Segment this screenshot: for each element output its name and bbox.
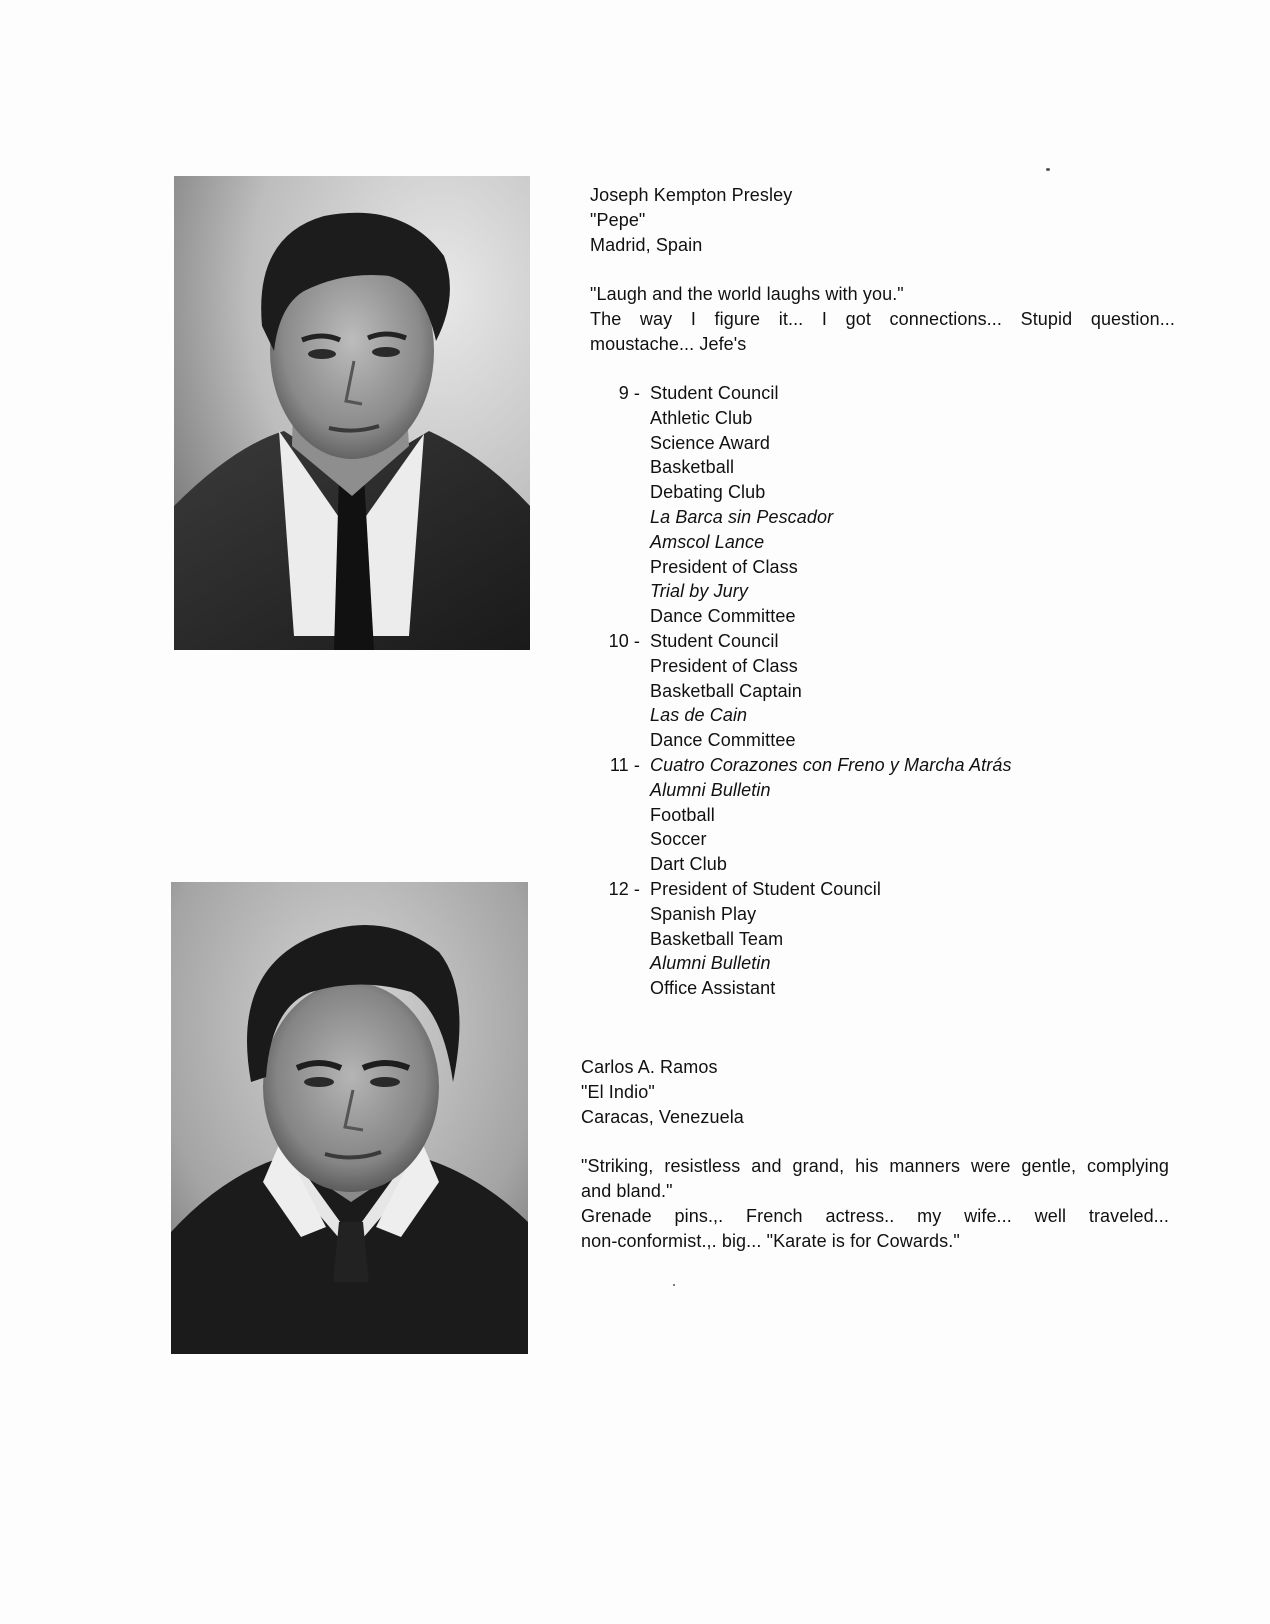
- activity-grade: [590, 654, 640, 679]
- activity-row: [590, 951, 1175, 976]
- activity-item: President of Class: [650, 655, 798, 676]
- student-quote-line-2: and bland.": [581, 1181, 673, 1201]
- activity-item: Soccer: [650, 829, 707, 850]
- student-hometown: Madrid, Spain: [590, 235, 703, 255]
- dust-speck: [1046, 168, 1050, 171]
- activity-grade: [590, 679, 640, 704]
- activity-grade: [590, 976, 640, 1001]
- activity-item: Cuatro Corazones con Freno y Marcha Atrás: [650, 754, 1012, 775]
- activity-item: Alumni Bulletin: [650, 953, 771, 974]
- student-notes-line-1: Grenade pins.,. French actress.. my wife... well traveled...: [581, 1206, 1169, 1226]
- activity-grade: [590, 778, 640, 803]
- activity-row: [590, 505, 1175, 530]
- activity-row: [590, 877, 1175, 902]
- activity-item: President of Student Council: [650, 878, 881, 899]
- portrait-presley-image: [174, 176, 530, 650]
- activity-row: [590, 431, 1175, 456]
- activity-item: Student Council: [650, 383, 779, 403]
- activity-item: Football: [650, 804, 715, 825]
- activity-item: Basketball Team: [650, 928, 784, 949]
- activity-item: Dart Club: [650, 854, 727, 875]
- portrait-photo-presley: [174, 176, 530, 650]
- activity-grade: [590, 480, 640, 505]
- activity-row: [590, 827, 1175, 852]
- activity-grade: [590, 728, 640, 753]
- activity-grade: [590, 951, 640, 976]
- activity-item: Office Assistant: [650, 978, 776, 999]
- activity-row: [590, 555, 1175, 580]
- activities-list: [590, 381, 1175, 1001]
- activity-grade: [590, 927, 640, 952]
- activity-grade: 11 -: [609, 754, 640, 775]
- portrait-ramos-image: [171, 882, 528, 1354]
- activity-item: Dance Committee: [650, 606, 796, 627]
- activity-item: Spanish Play: [650, 903, 757, 924]
- activity-item: Student Council: [650, 630, 779, 651]
- activity-grade: [590, 555, 640, 580]
- activity-item: Trial by Jury: [650, 581, 748, 602]
- activity-row: [590, 480, 1175, 505]
- activity-grade: [590, 505, 640, 530]
- activity-grade: [590, 431, 640, 456]
- activity-grade: 9 -: [618, 383, 640, 403]
- activity-row: [590, 579, 1175, 604]
- activity-grade: 12 -: [608, 878, 640, 899]
- portrait-photo-ramos: [171, 882, 528, 1354]
- activity-item: President of Class: [650, 556, 798, 577]
- activity-row: [590, 654, 1175, 679]
- student-nickname: "El Indio": [581, 1082, 655, 1102]
- activity-row: [590, 902, 1175, 927]
- student-name: Joseph Kempton Presley: [590, 185, 793, 205]
- activity-grade: [590, 406, 640, 431]
- activity-row: [590, 852, 1175, 877]
- dust-speck: [673, 1284, 675, 1286]
- activity-grade: [590, 579, 640, 604]
- activity-item: Athletic Club: [650, 407, 753, 428]
- student-name: Carlos A. Ramos: [581, 1057, 718, 1077]
- activity-row: [590, 753, 1175, 778]
- activity-row: [590, 406, 1175, 431]
- activity-grade: [590, 703, 640, 728]
- activity-item: Science Award: [650, 432, 771, 453]
- activity-grade: [590, 803, 640, 828]
- activity-row: [590, 629, 1175, 654]
- bio-presley: [590, 183, 1175, 1001]
- activity-row: [590, 927, 1175, 952]
- activity-grade: [590, 852, 640, 877]
- activity-grade: [590, 530, 640, 555]
- activity-item: Dance Committee: [650, 730, 796, 751]
- activity-grade: [590, 902, 640, 927]
- student-notes-line-2: non-conformist.,. big... "Karate is for Cowards.": [581, 1231, 960, 1251]
- activity-row: [590, 679, 1175, 704]
- activity-row: [590, 803, 1175, 828]
- activity-grade: [590, 604, 640, 629]
- student-nickname: "Pepe": [590, 210, 646, 230]
- student-quote-line-1: "Striking, resistless and grand, his manners were gentle, complying: [581, 1156, 1169, 1176]
- activity-row: [590, 530, 1175, 555]
- activity-row: [590, 778, 1175, 803]
- activity-row: [590, 703, 1175, 728]
- activity-item: Alumni Bulletin: [650, 779, 771, 800]
- activity-item: Basketball: [650, 457, 735, 478]
- activity-row: [590, 604, 1175, 629]
- activity-item: Las de Cain: [650, 705, 748, 726]
- activity-grade: 10 -: [608, 630, 640, 651]
- activity-row: [590, 976, 1175, 1001]
- activity-row: [590, 728, 1175, 753]
- student-notes-line-2: moustache... Jefe's: [590, 334, 747, 354]
- student-quote: "Laugh and the world laughs with you.": [590, 284, 904, 304]
- activity-grade: [590, 455, 640, 480]
- activity-item: La Barca sin Pescador: [650, 506, 834, 527]
- activity-item: Amscol Lance: [650, 531, 765, 552]
- activity-grade: [590, 827, 640, 852]
- activity-row: [590, 455, 1175, 480]
- student-notes-line-1: The way I figure it... I got connections... Stupid question...: [590, 309, 1175, 329]
- activity-item: Basketball Captain: [650, 680, 802, 701]
- bio-ramos: [581, 1055, 1169, 1254]
- student-hometown: Caracas, Venezuela: [581, 1107, 744, 1127]
- activity-item: Debating Club: [650, 482, 766, 503]
- activity-row: [590, 381, 1175, 406]
